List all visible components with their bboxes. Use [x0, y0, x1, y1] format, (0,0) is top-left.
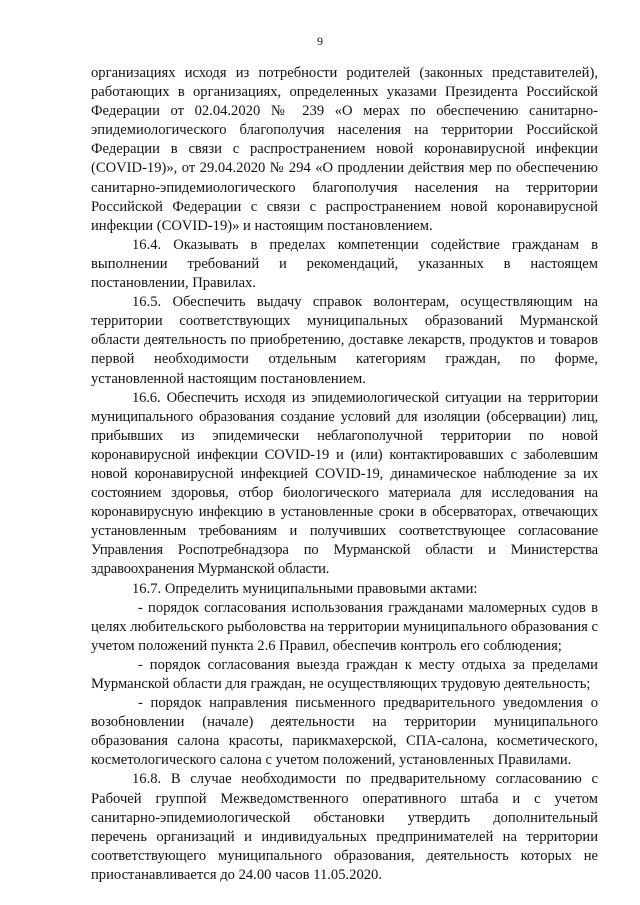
paragraph-16-8: 16.8. В случае необходимости по предварительному согласованию с Рабочей группой Межведомственного оперативного штаба и с учетом санитарно-эпидемиологической обстановки утвердить дополнительный перечень организаций и индивидуальных предпринимателей на территории соответствующего муниципального образования, деятельность которых не приостанавливается до 24.00 часов 11.05.2020. — [91, 771, 598, 883]
paragraph-16-6: 16.6. Обеспечить исходя из эпидемиологической ситуации на территории муниципального образования создание условий для изоляции (обсервации) лиц, прибывших из эпидемически неблагополучной территории по новой коронавирусной инфекции COVID-19 и (или) контактировавших с заболевшим новой коронавирусной инфекцией COVID-19, динамическое наблюдение за их состоянием здоровья, отбор биологического материала для исследования на коронавирусную инфекцию в установленные сроки в обсерваторах, отвечающих установленным требованиям и получивших соответствующее согласование Управления Роспотребнадзора по Мурманской области и Министерства здравоохранения Мурманской области. — [91, 389, 598, 578]
paragraph-continuation: организациях исходя из потребности родителей (законных представителей), работающих в организациях, определенных указами Президента Российской Федерации от 02.04.2020 № 239 «О мерах по обеспечению санитарно-эпидемиологического благополучия населения на территории Российской Федерации в связи с распространением новой коронавирусной инфекции (COVID-19)», от 29.04.2020 № 294 «О продлении действия мер по обеспечению санитарно-эпидемиологического благополучия населения на территории Российской Федерации с связи с распространением новой коронавирусной инфекции (COVID-19)» и настоящим постановлением. — [91, 65, 598, 234]
paragraph-16-5: 16.5. Обеспечить выдачу справок волонтерам, осуществляющим на территории соответствующих муниципальных образований Мурманской области деятельность по приобретению, доставке лекарств, продуктов и товаров первой необходимости отдельным категориям граждан, по форме, установленной настоящим постановлением. — [91, 294, 598, 387]
paragraph-16-4: 16.4. Оказывать в пределах компетенции содействие гражданам в выполнении требований и рекомендаций, указанных в настоящем постановлении, Правилах. — [91, 236, 598, 292]
list-item-16-7-b: - порядок согласования выезда граждан к месту отдыха за пределами Мурманской области для граждан, не осуществляющих трудовую деятельность; — [91, 656, 598, 692]
page-number: 9 — [317, 34, 323, 48]
document-body — [91, 64, 598, 885]
list-item-16-7-c: - порядок направления письменного предварительного уведомления о возобновлении (начале) деятельности на территории муниципального образования салона красоты, парикмахерской, СПА-салона, косметического, косметологического салона с учетом положений, установленных Правилами. — [91, 695, 598, 769]
paragraph-16-7: 16.7. Определить муниципальными правовыми актами: — [132, 580, 478, 597]
list-item-16-7-a: - порядок согласования использования гражданами маломерных судов в целях любительского рыболовства на территории муниципального образования с учетом положений пункта 2.6 Правил, обеспечив контроль его соблюдения; — [91, 599, 598, 654]
